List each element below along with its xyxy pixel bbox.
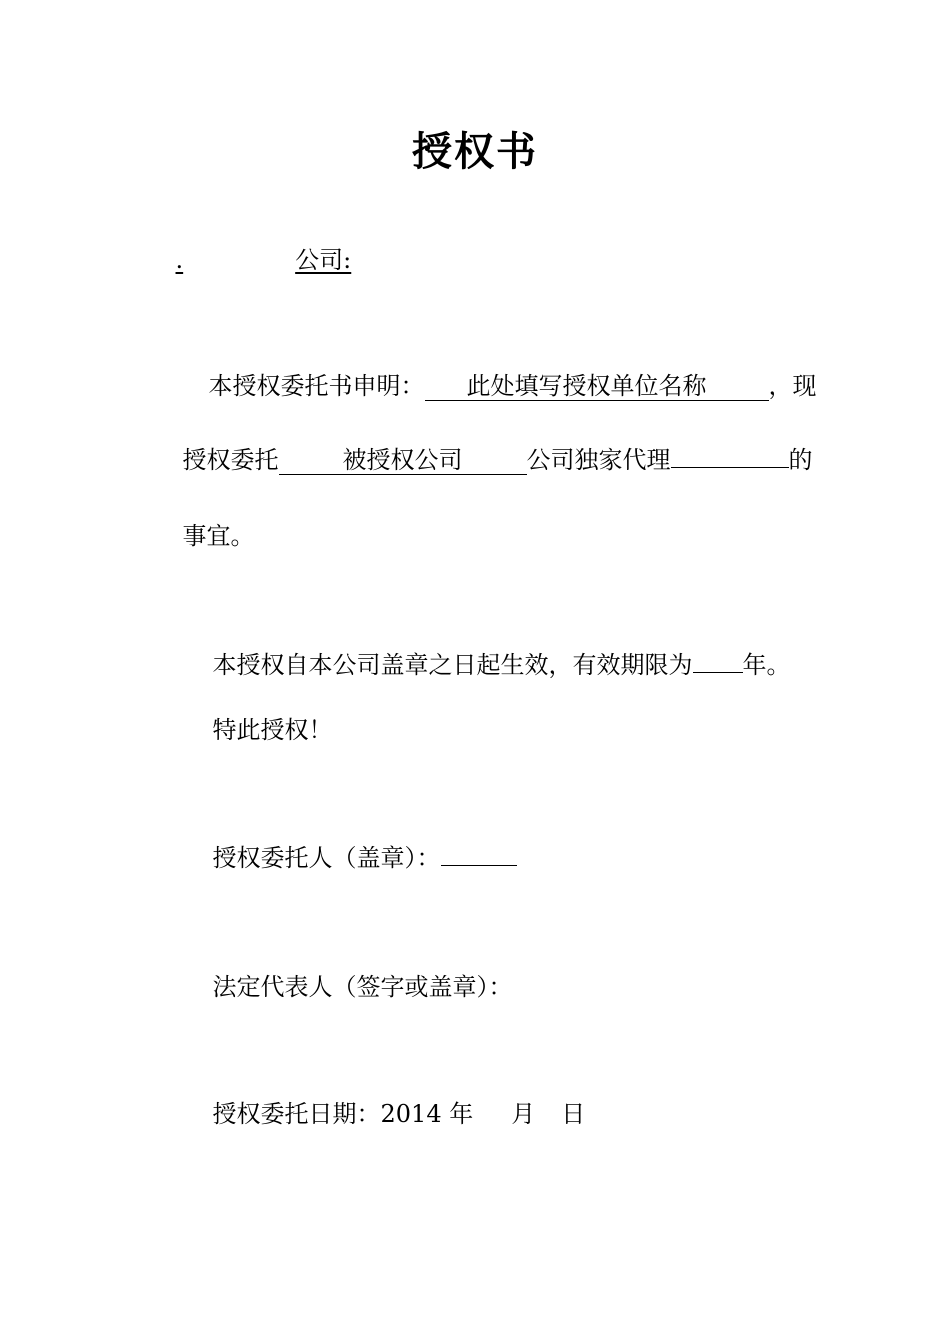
addressee-blank: . 公司: xyxy=(175,246,352,274)
grantor-seal-blank xyxy=(441,843,517,866)
paragraph1-line3: 事宜。 xyxy=(182,522,255,550)
date-line: 授权委托日期：2014 年 月 日 xyxy=(212,1100,586,1128)
validity-line: 本授权自本公司盖章之日起生效，有效期限为 年。 xyxy=(212,651,791,679)
validity-years-blank xyxy=(693,650,743,673)
addressee-suffix: 公司: xyxy=(295,246,352,274)
paragraph1-line1: 本授权委托书申明： 此处填写授权单位名称 ，现 xyxy=(208,372,817,400)
legal-rep-signature-line: 法定代表人（签字或盖章）： xyxy=(212,973,513,1001)
addressee-line xyxy=(145,212,351,308)
grantor-name-field: 此处填写授权单位名称 xyxy=(425,372,769,401)
paragraph1-line2: 授权委托 被授权公司 公司独家代理 的 xyxy=(182,446,813,474)
closing-line: 特此授权！ xyxy=(212,716,333,744)
grantor-signature-line: 授权委托人（盖章）： xyxy=(182,810,517,906)
document-title: 授权书 xyxy=(412,129,538,175)
agency-scope-blank xyxy=(671,445,789,468)
grantee-name-field: 被授权公司 xyxy=(279,446,527,475)
declaration-text: 本授权委托书申明： xyxy=(208,372,425,400)
